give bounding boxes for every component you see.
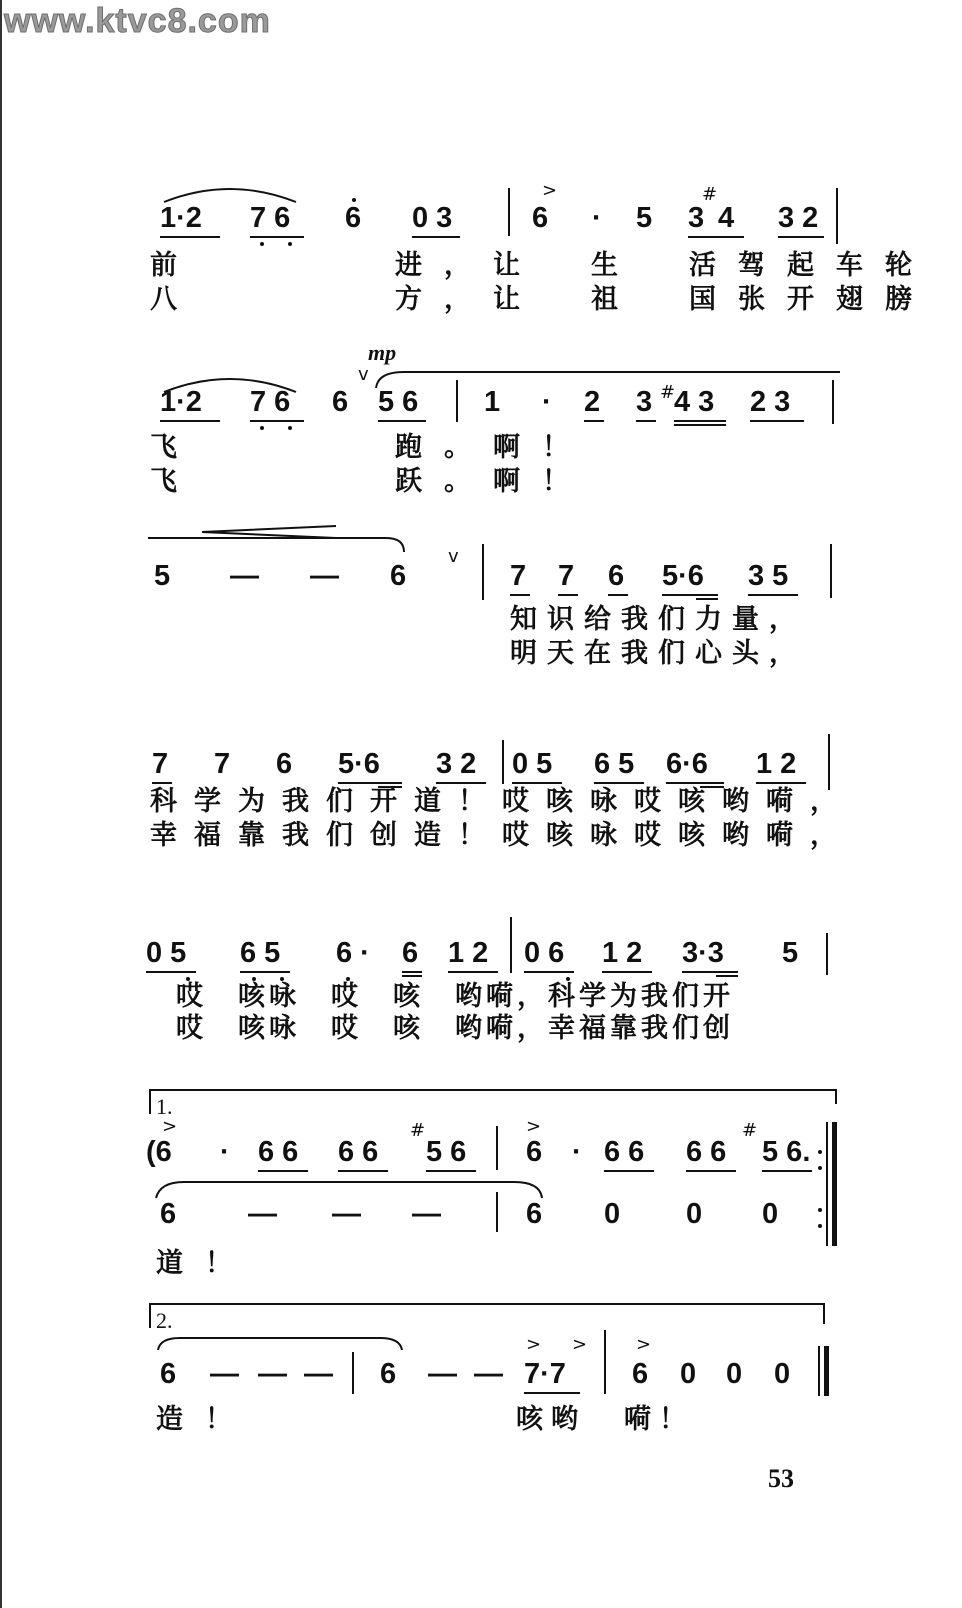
repeat-dot <box>818 1166 822 1170</box>
note: 3 <box>636 386 653 418</box>
watermark: www.ktvc8.com <box>4 2 271 40</box>
underline <box>688 236 744 238</box>
note: — <box>428 1358 457 1390</box>
lyrics-verse-2: 飞 跃。啊！ <box>150 466 591 497</box>
note: 1 <box>484 386 501 418</box>
note: 5 6 <box>426 1136 467 1168</box>
lyrics-line: 道！ <box>156 1248 254 1279</box>
note: (6 <box>146 1136 172 1168</box>
note: 0 <box>686 1198 703 1230</box>
barline <box>832 380 834 424</box>
note: 1·2 <box>160 202 202 234</box>
barline <box>496 1192 498 1232</box>
barline <box>502 740 504 784</box>
note: 4 3 <box>674 386 715 418</box>
underline <box>748 594 798 596</box>
note: 5·6 <box>662 560 704 592</box>
note: 1 2 <box>448 937 489 969</box>
underline <box>584 420 604 422</box>
note: 7 <box>510 560 527 592</box>
underline <box>412 236 460 238</box>
note: 6 6 <box>686 1136 727 1168</box>
accent-mark: > <box>542 180 558 201</box>
underline <box>338 1170 388 1172</box>
barline <box>508 188 510 236</box>
notation-row-lower <box>140 1198 860 1238</box>
note: 6 <box>380 1358 397 1390</box>
breath-mark: v <box>358 364 369 385</box>
underline <box>402 971 422 973</box>
notation-row <box>140 386 860 426</box>
note: 6 6 <box>338 1136 379 1168</box>
volta-bracket <box>148 1300 828 1330</box>
note: 7 <box>152 748 169 780</box>
note: 6 <box>526 1136 543 1168</box>
underline <box>160 236 220 238</box>
barline <box>352 1352 354 1394</box>
underline <box>524 971 574 973</box>
accent-mark: > <box>526 1334 542 1355</box>
notation-row <box>140 748 860 788</box>
barline <box>836 188 838 244</box>
underline <box>160 420 220 422</box>
lyrics-verse-1: 前 进，让 生 活驾起车轮 <box>150 250 934 281</box>
note: 6 <box>532 202 549 234</box>
repeat-barline-thick <box>832 1122 837 1246</box>
note: 6 <box>608 560 625 592</box>
underline <box>240 971 290 973</box>
note: 7 6 <box>250 386 291 418</box>
lyrics-verse-2: 哎 咳咏 哎 咳 哟嗬，幸福靠我们创 <box>176 1013 734 1044</box>
note: 0 <box>726 1358 743 1390</box>
note: 6 6 <box>258 1136 299 1168</box>
lyrics-line: 咳哟 <box>516 1404 586 1435</box>
underline <box>378 420 426 422</box>
underline <box>426 1170 476 1172</box>
note: 7 6 <box>250 202 291 234</box>
octave-dot <box>260 242 264 246</box>
tie <box>156 1334 406 1352</box>
lyrics-verse-1: 哎 咳咏 哎 咳 哟嗬，科学为我们开 <box>176 981 734 1012</box>
underline <box>762 1170 812 1172</box>
underline <box>524 1392 580 1394</box>
underline <box>716 975 738 977</box>
underline <box>674 424 726 426</box>
underline <box>402 975 422 977</box>
note: 5 6. <box>762 1136 811 1168</box>
volta-bracket <box>148 1086 838 1116</box>
note: 6 6 <box>604 1136 645 1168</box>
repeat-dot <box>818 1224 822 1228</box>
page-edge-line <box>0 0 2 1608</box>
octave-dot <box>288 242 292 246</box>
underline <box>258 1170 308 1172</box>
note: 4 <box>718 202 735 234</box>
note: · <box>592 202 602 234</box>
note: 3 5 <box>748 560 789 592</box>
final-barline-thin <box>818 1346 820 1396</box>
underline <box>250 420 304 422</box>
page-number: 53 <box>768 1464 794 1493</box>
note: 3 2 <box>778 202 819 234</box>
note: — <box>412 1198 441 1230</box>
sharp-mark: # <box>660 382 676 403</box>
underline <box>608 594 628 596</box>
note: 6 <box>345 202 362 234</box>
note: 6 5 <box>240 937 281 969</box>
notation-row <box>140 202 860 242</box>
lyrics-verse-1: 科学为我们开道！哎咳咏哎咳哟嗬， <box>150 786 854 817</box>
notation-row <box>140 1358 860 1398</box>
underline <box>778 236 824 238</box>
note: 5 <box>154 560 171 592</box>
repeat-dot <box>818 1208 822 1212</box>
note: 5 <box>782 937 799 969</box>
lyrics-verse-2: 幸福靠我们创造！哎咳咏哎咳哟嗬， <box>150 820 854 851</box>
note: 3·3 <box>682 937 724 969</box>
note: 0 5 <box>512 748 553 780</box>
note: 6 <box>160 1358 177 1390</box>
note: — <box>474 1358 503 1390</box>
octave-dot <box>260 426 264 430</box>
note: 5·6 <box>338 748 380 780</box>
note: 6 · <box>336 937 370 969</box>
tie <box>154 1178 544 1200</box>
note: 3 <box>688 202 705 234</box>
note: 5 6 <box>378 386 419 418</box>
note: 6 <box>402 937 419 969</box>
note: 7 <box>558 560 575 592</box>
note: 6 <box>526 1198 543 1230</box>
final-barline-thick <box>824 1346 829 1396</box>
barline <box>828 734 830 790</box>
note: 6 <box>390 560 407 592</box>
lyrics-line: 嗬！ <box>624 1404 694 1435</box>
slur <box>146 534 408 554</box>
accent-mark: > <box>526 1116 542 1137</box>
sharp-mark: # <box>702 184 718 205</box>
note: 0 <box>762 1198 779 1230</box>
octave-dot <box>288 426 292 430</box>
breath-mark: v <box>448 546 459 567</box>
octave-dot <box>352 198 356 202</box>
barline <box>456 380 458 422</box>
underline <box>594 782 644 784</box>
underline <box>750 420 804 422</box>
barline <box>482 544 484 600</box>
accent-mark: > <box>572 1334 588 1355</box>
volta-label: 1. <box>156 1094 173 1119</box>
barline <box>604 1330 606 1394</box>
note: 5 <box>636 202 653 234</box>
note: 6 <box>276 748 293 780</box>
barline <box>496 1126 498 1170</box>
underline <box>602 971 652 973</box>
note: 7 <box>214 748 231 780</box>
note: 0 3 <box>412 202 453 234</box>
note: 2 3 <box>750 386 791 418</box>
underline <box>152 782 172 784</box>
note: · <box>572 1136 582 1168</box>
underline <box>686 1170 736 1172</box>
note: 6·6 <box>666 748 708 780</box>
lyrics-verse-2: 八 方，让 祖 国张开翅膀 <box>150 284 934 315</box>
note: — <box>332 1198 361 1230</box>
underline <box>604 1170 654 1172</box>
note: 0 6 <box>524 937 565 969</box>
note: 6 5 <box>594 748 635 780</box>
note: 6 <box>632 1358 649 1390</box>
underline <box>682 971 738 973</box>
barline <box>510 917 512 973</box>
lyrics-verse-1: 知识给我们力量， <box>510 604 806 635</box>
underline <box>448 971 498 973</box>
underline <box>250 236 304 238</box>
underline <box>512 782 562 784</box>
dynamic-mp: mp <box>368 340 397 365</box>
note: 0 <box>774 1358 791 1390</box>
note: · <box>220 1136 230 1168</box>
underline <box>696 598 718 600</box>
underline <box>674 420 726 422</box>
underline <box>146 971 196 973</box>
underline <box>338 782 402 784</box>
notation-row <box>140 560 860 600</box>
note: — <box>310 560 339 592</box>
underline <box>662 594 718 596</box>
note: 1·2 <box>160 386 202 418</box>
note: 2 <box>584 386 601 418</box>
note: 7·7 <box>524 1358 566 1390</box>
slur <box>160 180 300 204</box>
lyrics-line: 造！ <box>156 1404 254 1435</box>
barline <box>830 544 832 598</box>
note: — <box>258 1358 287 1390</box>
note: — <box>230 560 259 592</box>
accent-mark: > <box>636 1334 652 1355</box>
accent-mark: > <box>162 1116 178 1137</box>
underline <box>510 594 530 596</box>
volta-label: 2. <box>156 1308 173 1333</box>
note: 0 <box>680 1358 697 1390</box>
note: 1 2 <box>756 748 797 780</box>
underline <box>756 782 806 784</box>
underline <box>636 420 656 422</box>
note: 3 2 <box>436 748 477 780</box>
sharp-mark: # <box>410 1120 426 1141</box>
underline <box>436 782 486 784</box>
sharp-mark: # <box>742 1120 758 1141</box>
lyrics-verse-2: 明天在我们心头， <box>510 638 806 669</box>
note: 0 <box>604 1198 621 1230</box>
notation-row <box>140 937 860 977</box>
notation-row-upper <box>140 1136 860 1176</box>
note: — <box>248 1198 277 1230</box>
lyrics-verse-1: 飞 跑。啊！ <box>150 432 591 463</box>
note: 6 <box>160 1198 177 1230</box>
repeat-barline-thin <box>826 1122 828 1246</box>
barline <box>826 933 828 975</box>
note: · <box>542 386 552 418</box>
note: — <box>210 1358 239 1390</box>
underline <box>666 782 724 784</box>
note: 1 2 <box>602 937 643 969</box>
repeat-dot <box>818 1150 822 1154</box>
note: 0 5 <box>146 937 187 969</box>
note: — <box>304 1358 333 1390</box>
note: 6 <box>332 386 349 418</box>
underline <box>558 594 578 596</box>
